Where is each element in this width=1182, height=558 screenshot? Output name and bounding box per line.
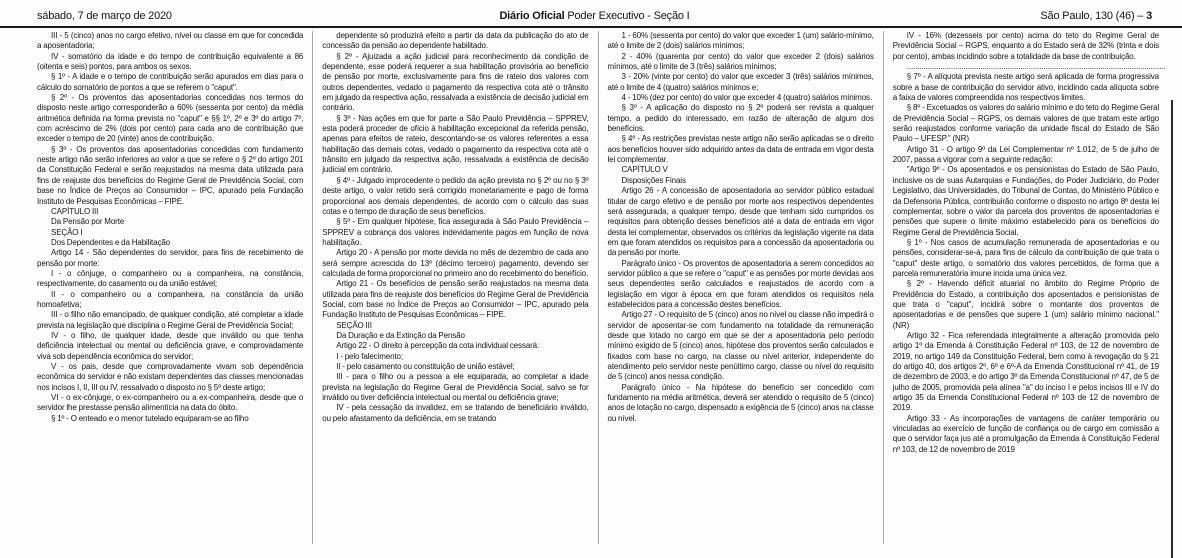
header-title-brand: Diário Oficial: [499, 10, 565, 22]
paragraph: Artigo 32 - Fica referendada integralmente a alteração promovida pelo artigo 1º da Emenda à Constituição Federal nº 103, de 12 de novembro de 2019, no artigo 149 da Constituição Federal, bem como à revogação do § 21 do artigo 40, dos artigos 2º, 6º e 6º-A da Emenda Constitucional nº 41, de 19 de dezembro de 2003, e do artigo 3º da Emenda Constitucional nº 47, de 5 de julho de 2005, promovida pela alínea "a" do inciso I e pelos incisos III e IV do artigo 35 da Emenda Constitucional Federal nº 103 de 12 de novembro de 2019.: [892, 330, 1159, 413]
article-columns: [0, 28, 1182, 544]
paragraph: III - o filho não emancipado, de qualquer condição, até completar a idade prevista na legislação que disciplina o Regime Geral de Previdência Social;: [37, 310, 304, 330]
paragraph: 3 - 20% (vinte por cento) do valor que exceder 3 (três) salários mínimos, até o limite de 4 (quatro) salários mínimos e;: [607, 72, 874, 92]
paragraph: II - pelo casamento ou constituição de união estável;: [336, 362, 515, 371]
paragraph: CAPÍTULO V: [621, 165, 668, 175]
text-column-2: [312, 31, 597, 544]
paragraph: V - os pais, desde que comprovadamente vivam sob dependência econômica do servidor e não existam dependentes das classes mencionadas nos incisos I, II, III ou IV, ressalvado o disposto no § 5º deste artigo;: [37, 362, 304, 392]
text-column-4: [883, 31, 1168, 544]
paragraph: § 2º - Os proventos das aposentadorias concedidas nos termos do disposto neste artigo corresponderão a 60% (sessenta por cento) da média aritmética definida na forma prevista no "caput" e §§ 1º, 2º e 3º do artigo 7º, com acréscimo de 2% (dois por cento) para cada ano de contribuição que exceder o tempo de 20 (vinte) anos de contribuição.: [37, 93, 304, 144]
paragraph: § 3º - Os proventos das aposentadorias concedidas com fundamento neste artigo não serão inferiores ao valor a que se refere o § 2º do artigo 201 da Constituição Federal e serão reajustados na mesma data utilizada para fins de reajuste dos benefícios do Regime Geral de Previdência Social, com base no Índice de Preços ao Consumidor – IPC, apurado pela Fundação Instituto de Pesquisas Econômicas – FIPE.: [37, 144, 304, 206]
paragraph: § 3º - A aplicação do disposto no § 2º poderá ser revista a qualquer tempo, a pedido do interessado, em razão de alteração de algum dos benefícios.: [607, 103, 874, 134]
paragraph: II - o companheiro ou a companheira, na constância da união homoafetiva;: [37, 289, 304, 309]
paragraph: Parágrafo único - Os proventos de aposentadoria a serem concedidos ao servidor público a que se refere o "caput" e as pensões por morte devidas aos seus dependentes serão calculados e reajustados de acordo com a legislação em vigor à época em que foram atendidos os requisitos nela estabelecidos para a concessão destes benefícios.: [607, 258, 874, 309]
paragraph: I - pelo falecimento;: [336, 351, 403, 361]
paragraph: § 5º - Em qualquer hipótese, fica assegurada à São Paulo Previdência – SPPREV a cobrança dos valores indevidamente pagos em função de nova habilitação.: [322, 217, 589, 247]
paragraph: Disposições Finais: [621, 175, 686, 185]
paragraph: Artigo 33 - As incorporações de vantagens de caráter temporário ou vinculadas ao exercício de função de confiança ou de cargo em comissão a que o servidor faça jus até a promulgação da Emenda à Constituição Federal nº 103, de 12 de novembro de 2019: [892, 413, 1159, 454]
paragraph: VI - o ex-cônjuge, o ex-companheiro ou a ex-companheira, desde que o servidor lhe prestasse pensão alimentícia na data do óbito.: [37, 393, 304, 413]
paragraph: § 1º - A idade e o tempo de contribuição serão apurados em dias para o cálculo do somatório de pontos a que se referem o "caput".: [37, 72, 304, 92]
paragraph: dependente só produzirá efeito a partir da data da publicação do ato de concessão da pensão ao dependente habilitado.: [322, 31, 589, 51]
paragraph: § 2º - Ajuizada a ação judicial para reconhecimento da condição de dependente, esse poderá requerer a sua habilitação provisória ao benefício de pensão por morte, exclusivamente para fins de rateio dos valores com outros dependentes, vedado o pagamento da respectiva cota até o trânsito em julgado da respectiva ação, ressalvada a existência de decisão judicial em contrário.: [322, 51, 589, 113]
header-date: sábado, 7 de março de 2020: [37, 10, 172, 22]
paragraph: § 4º - Julgado improcedente o pedido da ação prevista no § 2º ou no § 3º deste artigo, o valor retido será corrigido monetariamente e pago de forma proporcional aos demais dependentes, de acordo com o cálculo das suas cotas e o tempo de duração de seus benefícios.: [322, 175, 589, 216]
paragraph: 1 - 60% (sessenta por cento) do valor que exceder 1 (um) salário-mínimo, até o limite de 2 (dois) salários mínimos;: [607, 31, 874, 51]
paragraph: Artigo 26 - A concessão de aposentadoria ao servidor público estadual titular de cargo efetivo e de pensão por morte aos respectivos dependentes será assegurada, a qualquer tempo, desde que tenham sido cumpridos os requisitos para obtenção desses benefícios até a data de entrada em vigor desta lei complementar, observados os critérios da legislação vigente na data em que foram atendidos os requisitos para a concessão da aposentadoria ou da pensão por morte.: [607, 186, 874, 258]
paragraph: Artigo 21 - Os benefícios de pensão serão reajustados na mesma data utilizada para fins de reajuste dos benefícios do Regime Geral de Previdência Social, com base no Índice de Preços ao Consumidor – IPC, apurado pela Fundação Instituto de Pesquisas Econômicas – FIPE.: [322, 279, 589, 320]
paragraph: § 1º - O enteado e o menor tutelado equiparam-se ao filho: [51, 413, 249, 423]
paragraph: Artigo 27 - O requisito de 5 (cinco) anos no nível ou classe não impedirá o servidor de aposentar-se com fundamento na totalidade da remuneração desde que lotado no cargo em que se der a aposentadoria pelo período mínimo exigido de 5 (cinco) anos, hipótese dos proventos serão calculados e fixados com base no cargo, na classe ou nível anterior, independente do atendimento pelo servidor neste penúltimo cargo, classe ou nível do requisito de 5 (cinco) anos nessa condição.: [607, 310, 874, 382]
paragraph: Da Duração e da Extinção da Pensão: [336, 330, 465, 340]
paragraph: IV - somatório da idade e do tempo de contribuição equivalente a 86 (oitenta e seis) pontos, para ambos os sexos.: [37, 51, 304, 72]
paragraph: § 3º - Nas ações em que for parte a São Paulo Previdência – SPPREV, esta poderá proceder de ofício à habilitação excepcional da referida pensão, apenas para efeitos de rateio, descontando-se os valores referentes a essa habilitação das demais cotas, vedado o pagamento da respectiva cota até o trânsito em julgado da respectiva ação, ressalvada a existência de decisão judicial em contrário.: [322, 113, 589, 175]
header-edition: [822, 10, 1152, 22]
page-header: [0, 0, 1182, 28]
paragraph: III - 5 (cinco) anos no cargo efetivo, nível ou classe em que for concedida a aposentadoria;: [37, 31, 304, 51]
paragraph: IV - pela cessação da invalidez, em se tratando de beneficiário inválido, ou pelo afastamento da deficiência, em se tratando: [322, 403, 589, 423]
paragraph: "Artigo 9º - Os aposentados e os pensionistas do Estado de São Paulo, inclusive os de suas Autarquias e Fundações, do Poder Judiciário, do Poder Legislativo, das Universidades, do Tribunal de Contas, do Ministério Público e da Defensoria Pública, contribuirão conforme o disposto no artigo 8º desta lei complementar, sobre o valor da parcela dos proventos de aposentadorias e pensões que supere o limite máximo estabelecido para os benefícios do Regime Geral de Previdência Social.: [892, 165, 1159, 237]
paragraph: CAPÍTULO III: [51, 206, 99, 216]
paragraph: Da Pensão por Morte: [51, 217, 125, 227]
header-edition-label: São Paulo, 130 (46) –: [1040, 10, 1147, 22]
paragraph: § 4º - As restrições previstas neste artigo não serão aplicadas se o direito aos benefícios houver sido adquirido antes da data de entrada em vigor desta lei complementar.: [607, 134, 874, 165]
page-edge-mark: [1171, 100, 1173, 558]
paragraph: SEÇÃO III: [336, 320, 372, 330]
paragraph: Parágrafo único - Na hipótese do benefício ser concedido com fundamento na média aritmética, deverá ser atendido o requisito de 5 (cinco) anos de lotação no cargo, dispensado a exigência de 5 (cinco) anos na classe ou nível.: [607, 382, 874, 423]
paragraph: SEÇÃO I: [51, 227, 83, 237]
paragraph: § 1º - Nos casos de acumulação remunerada de aposentadorias e ou pensões, considerar-se-á, para fins de cálculo da contribuição de que trata o "caput" deste artigo, o somatório dos valores percebidos, de forma que a parcela remuneratória imune incida uma única vez.: [892, 237, 1159, 278]
paragraph: III - para o filho ou a pessoa a ele equiparada, ao completar a idade prevista na legislação do Regime Geral de Previdência Social, salvo se for inválido ou tiver deficiência intelectual ou mental ou deficiência grave;: [322, 372, 589, 403]
paragraph: Artigo 20 - A pensão por morte devida no mês de dezembro de cada ano será sempre acrescida do 13º (décimo terceiro) pagamento, devendo ser calculada de forma proporcional no primeiro ano do recebimento do benefício.: [322, 248, 589, 278]
paragraph: Artigo 22 - O direito à percepção da cota individual cessará:: [336, 341, 540, 351]
paragraph: 4 - 10% (dez por cento) do valor que exceder 4 (quatro) salários mínimos.: [621, 93, 873, 103]
paragraph: I - o cônjuge, o companheiro ou a companheira, na constância, respectivamente, do casamento ou da união estável;: [37, 268, 304, 289]
paragraph: Artigo 31 - O artigo 9º da Lei Complementar nº 1.012, de 5 de julho de 2007, passa a vigorar com a seguinte redação:: [892, 144, 1159, 165]
header-title-section: Poder Executivo - Seção I: [564, 10, 690, 22]
header-page-number: 3: [1146, 10, 1152, 22]
paragraph: Artigo 14 - São dependentes do servidor, para fins de recebimento de pensão por morte:: [37, 248, 304, 268]
header-title: [367, 10, 822, 22]
paragraph: Dos Dependentes e da Habilitação: [51, 237, 170, 247]
paragraph: IV - o filho, de qualquer idade, desde que inválido ou que tenha deficiência intelectual ou mental ou deficiência grave, e comprovadamente viva sob dependência econômica do servidor;: [37, 330, 304, 361]
paragraph: § 7º - A alíquota prevista neste artigo será aplicada de forma progressiva sobre a base de contribuição do servidor ativo, incidindo cada alíquota sobre a faixa de valores compreendida nos respectivos limites.: [892, 72, 1159, 103]
paragraph: § 2º - Havendo déficit atuarial no âmbito do Regime Próprio de Previdência do Estado, a contribuição dos aposentados e pensionistas de que trata o "caput", incidirá sobre o montante dos proventos de aposentadorias e de pensões que supere 1 (um) salário mínimo nacional." (NR): [892, 279, 1159, 330]
paragraph: 2 - 40% (quarenta por cento) do valor que exceder 2 (dois) salários mínimos, até o limite de 3 (três) salários mínimos;: [607, 51, 874, 72]
text-column-3: [598, 31, 883, 544]
text-column-1: [37, 31, 312, 544]
paragraph: § 8º - Excetuados os valores do salário mínimo e do teto do Regime Geral de Previdência Social – RGPS, os demais valores de que tratam este artigo serão reajustados conforme variação da unidade fiscal do Estado de São Paulo – UFESP." (NR): [892, 103, 1159, 144]
paragraph: ...........................................................................................................................: [906, 62, 1166, 72]
paragraph: IV - 16% (dezesseis por cento) acima do teto do Regime Geral de Previdência Social – RGPS, enquanto a do Estado será de 32% (trinta e dois por cento), ambas incidindo sobre a totalidade da base de contribuição.: [892, 31, 1159, 61]
